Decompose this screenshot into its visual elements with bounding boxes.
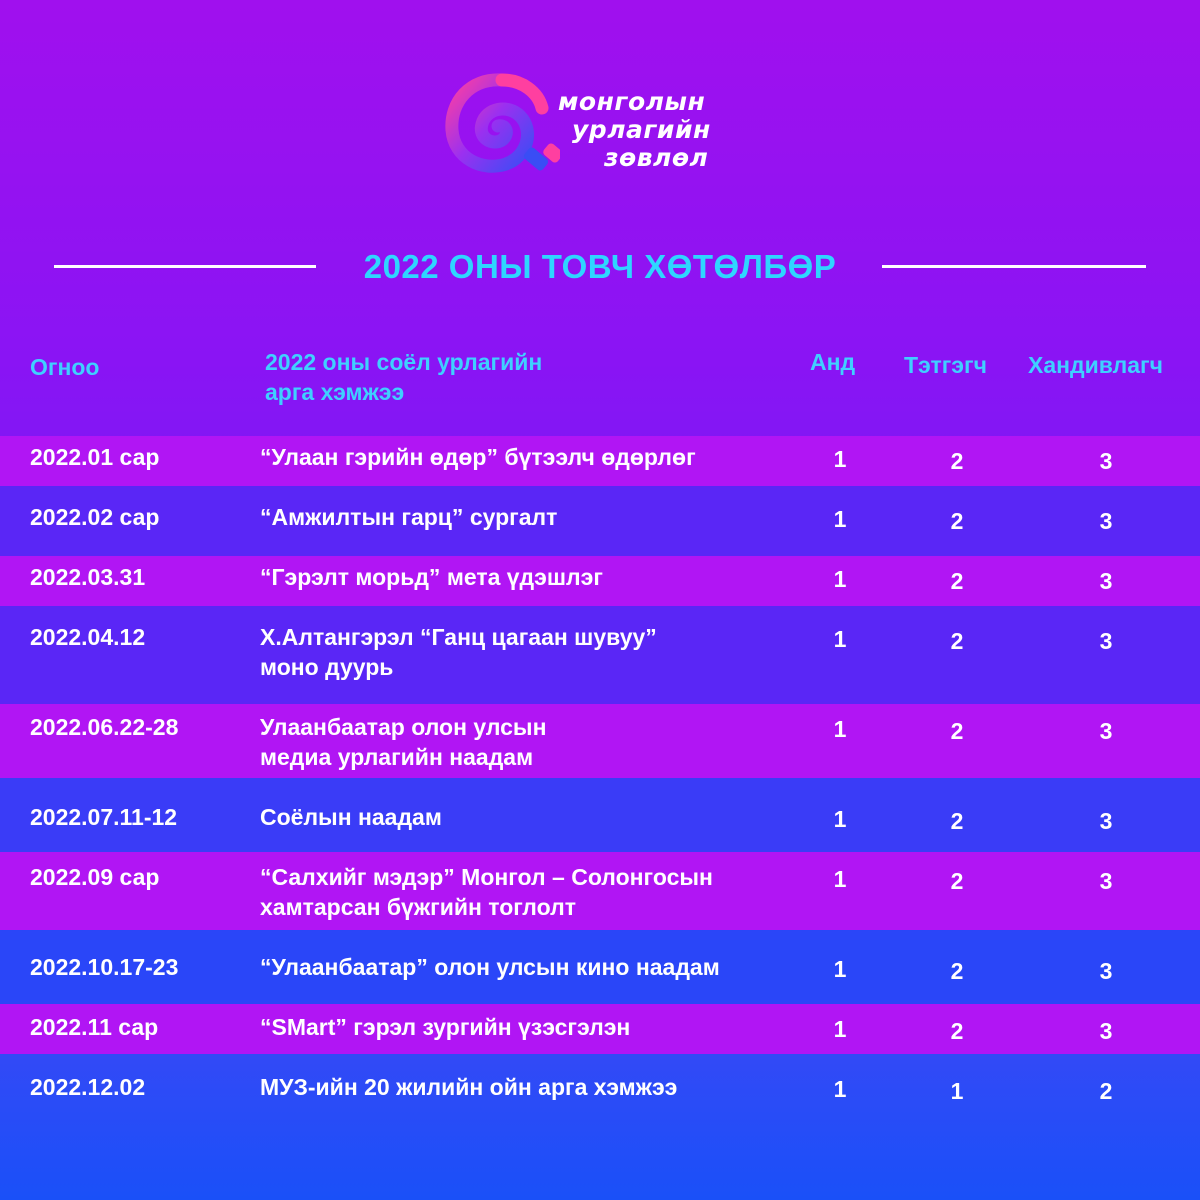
row-event: “Гэрэлт морьд” мета үдэшлэг [260,564,603,590]
row-sponsor-count: 2 [950,448,964,474]
row-date: 2022.02 сар [30,504,160,530]
row-donor-count: 3 [1099,718,1113,744]
row-event: “Амжилтын гарц” сургалт [260,504,558,530]
row-sponsor-count: 2 [950,568,964,594]
row-donor-count: 3 [1099,508,1113,534]
row-sponsor-count: 2 [950,808,964,834]
row-partner-count: 1 [833,506,847,532]
row-partner-count: 1 [833,1016,847,1042]
row-donor-count: 3 [1099,448,1113,474]
row-partner-count: 1 [833,866,847,892]
header-donor: Хандивлагч [1028,352,1163,378]
row-partner-count: 1 [833,566,847,592]
row-event: Соёлын наадам [260,804,442,830]
header-date: Огноо [30,354,100,380]
logo-wordmark [558,88,711,172]
row-date: 2022.07.11-12 [30,804,178,830]
row-date: 2022.06.22-28 [30,714,179,740]
row-sponsor-count: 2 [950,868,964,894]
logo [442,72,762,182]
logo-spiral-icon [442,72,560,182]
header-sponsor: Тэтгэгч [904,352,987,378]
logo-line: монголын [558,87,706,116]
row-partner-count: 1 [833,1076,847,1102]
row-event: МУЗ-ийн 20 жилийн ойн арга хэмжээ [260,1074,678,1100]
row-sponsor-count: 1 [950,1078,964,1104]
header-event: 2022 оны соёл урлагийн арга хэмжээ [265,349,543,405]
row-date: 2022.12.02 [30,1074,146,1100]
row-event: “Улаанбаатар” олон улсын кино наадам [260,954,720,980]
row-donor-count: 3 [1099,1018,1113,1044]
row-donor-count: 3 [1099,958,1113,984]
row-sponsor-count: 2 [950,1018,964,1044]
row-donor-count: 3 [1099,808,1113,834]
row-event: “Салхийг мэдэр” Монгол – Солонгосын хамтарсан бүжгийн тоглолт [260,864,713,920]
row-event: Х.Алтангэрэл “Ганц цагаан шувуу” моно дуурь [260,624,657,680]
header-partner: Анд [810,349,856,375]
row-date: 2022.10.17-23 [30,954,179,980]
row-donor-count: 3 [1099,568,1113,594]
row-event: Улаанбаатар олон улсын медиа урлагийн наадам [260,714,547,770]
row-sponsor-count: 2 [950,958,964,984]
logo-line: урлагийн [572,115,711,144]
row-event: “SMart” гэрэл зургийн үзэсгэлэн [260,1014,631,1040]
row-partner-count: 1 [833,716,847,742]
row-date: 2022.03.31 [30,564,146,590]
row-partner-count: 1 [833,446,847,472]
row-partner-count: 1 [833,626,847,652]
row-date: 2022.01 сар [30,444,160,470]
row-date: 2022.09 сар [30,864,160,890]
row-donor-count: 2 [1099,1078,1113,1104]
row-date: 2022.04.12 [30,624,146,650]
row-donor-count: 3 [1099,628,1113,654]
row-sponsor-count: 2 [950,628,964,654]
logo-line: зөвлөл [604,143,709,172]
row-partner-count: 1 [833,956,847,982]
page-title: 2022 ОНЫ ТОВЧ ХӨТӨЛБӨР [363,248,837,285]
row-sponsor-count: 2 [950,718,964,744]
row-partner-count: 1 [833,806,847,832]
row-sponsor-count: 2 [950,508,964,534]
row-date: 2022.11 сар [30,1014,159,1040]
row-event: “Улаан гэрийн өдөр” бүтээлч өдөрлөг [260,444,696,470]
row-donor-count: 3 [1099,868,1113,894]
